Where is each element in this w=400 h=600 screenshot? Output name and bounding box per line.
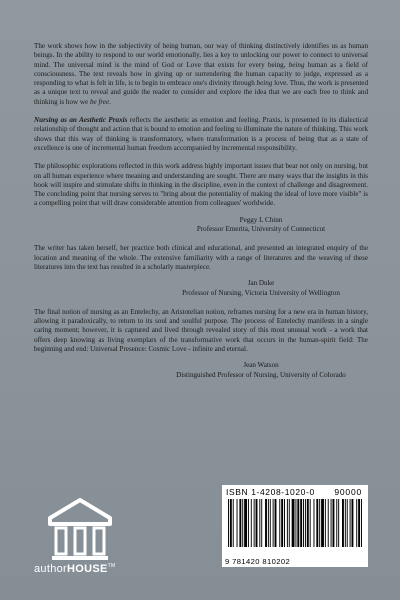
ean-number: 9 781420 810202 (225, 557, 291, 566)
endorser-1 (34, 216, 368, 235)
paragraph-5: The final notion of nursing as an Entelechy, an Aristotelian notion, reframes nursing for a new era in human history, allowing it paradoxically, to return to its soul and soulful purpose. The process of Entelechy manifests in a single caring moment; however, it is captured and lived through revealed story of this most unusual work - a work that offers deep knowing as living exemplars of the transformative work that occurs in the human-spirit field: The beginning and end: Universal Presence: Cosmic Love - infinite and eternal. (34, 307, 368, 354)
authorhouse-logo-icon (40, 494, 120, 564)
barcode-bars (228, 499, 362, 555)
paragraph-2: Nursing as an Aesthetic Praxis reflects the aesthetic as emotion and feeling. Praxis, is presented in its dialectical relationship of thought and action that is bound to emotion and feeling to illuminate the nature of thinking. This work shows that this way of thinking is transformatory, where transformation is a process of being that as a state of excellence is one of incremental human freedom accompanied by incremental responsibility. (34, 116, 369, 152)
barcode (222, 485, 368, 567)
book-title: Nursing as an Aesthetic Praxis (34, 116, 128, 125)
endorser-title: Professor Emerita, University of Connecticut (196, 225, 326, 234)
price-code: 90000 (334, 487, 362, 497)
endorser-2 (34, 279, 368, 298)
paragraph-3: The philosophic explorations reflected in this work address highly important issues that bear not only on nursing, but on all human experience where meaning and understanding are sought. There are many ways that the insights in this book will inspire and stimulate shifts in thinking in the discipline, even in the context of challenge and disagreement. The concluding point that nursing serves to "bring about the potentiality of making the ideal of love more visible" is a compelling point that will draw considerable attention from colleagues' worldwide. (34, 162, 368, 208)
endorser-name: Peggy L Chinn (239, 215, 283, 224)
endorser-3 (34, 361, 368, 380)
paragraph-4: The writer has taken herself, her practice both clinical and educational, and presented an integrated enquiry of the location and meaning of the whole. The extensive familiarity with a range of literatures and the weaving of these literatures into the text has resulted in a scholarly masterpiece. (34, 244, 368, 271)
endorser-name: Jan Duke (247, 279, 275, 288)
blurb-text (34, 42, 368, 390)
endorser-name: Jean Watson (243, 361, 279, 370)
isbn-number: ISBN 1-4208-1020-0 (226, 487, 315, 497)
paragraph-1: The work shows how in the subjectivity of being human, our way of thinking distinctively identifies us as human beings. In the ability to respond to our world emotionally, lies a key to unlocking our power to connect to universal mind. The universal mind is the mind of God or Love that exists for every being, being human as a field of consciousness. The text reveals how in giving up or surrendering the human capacity to judge, expressed as a responding to what is felt in life, is to begin to embrace one's divinity through being love. Thus, the work is presented as a unique text to reveal and guide the reader to consider and explore the idea that we are each free to think and thinking is how we be free. (34, 42, 369, 106)
publisher-name: authorHOUSE™ (34, 563, 116, 575)
endorser-title: Professor of Nursing, Victoria University of Wellington (182, 288, 340, 297)
endorser-title: Distinguished Professor of Nursing, University of Colorado (176, 370, 346, 379)
